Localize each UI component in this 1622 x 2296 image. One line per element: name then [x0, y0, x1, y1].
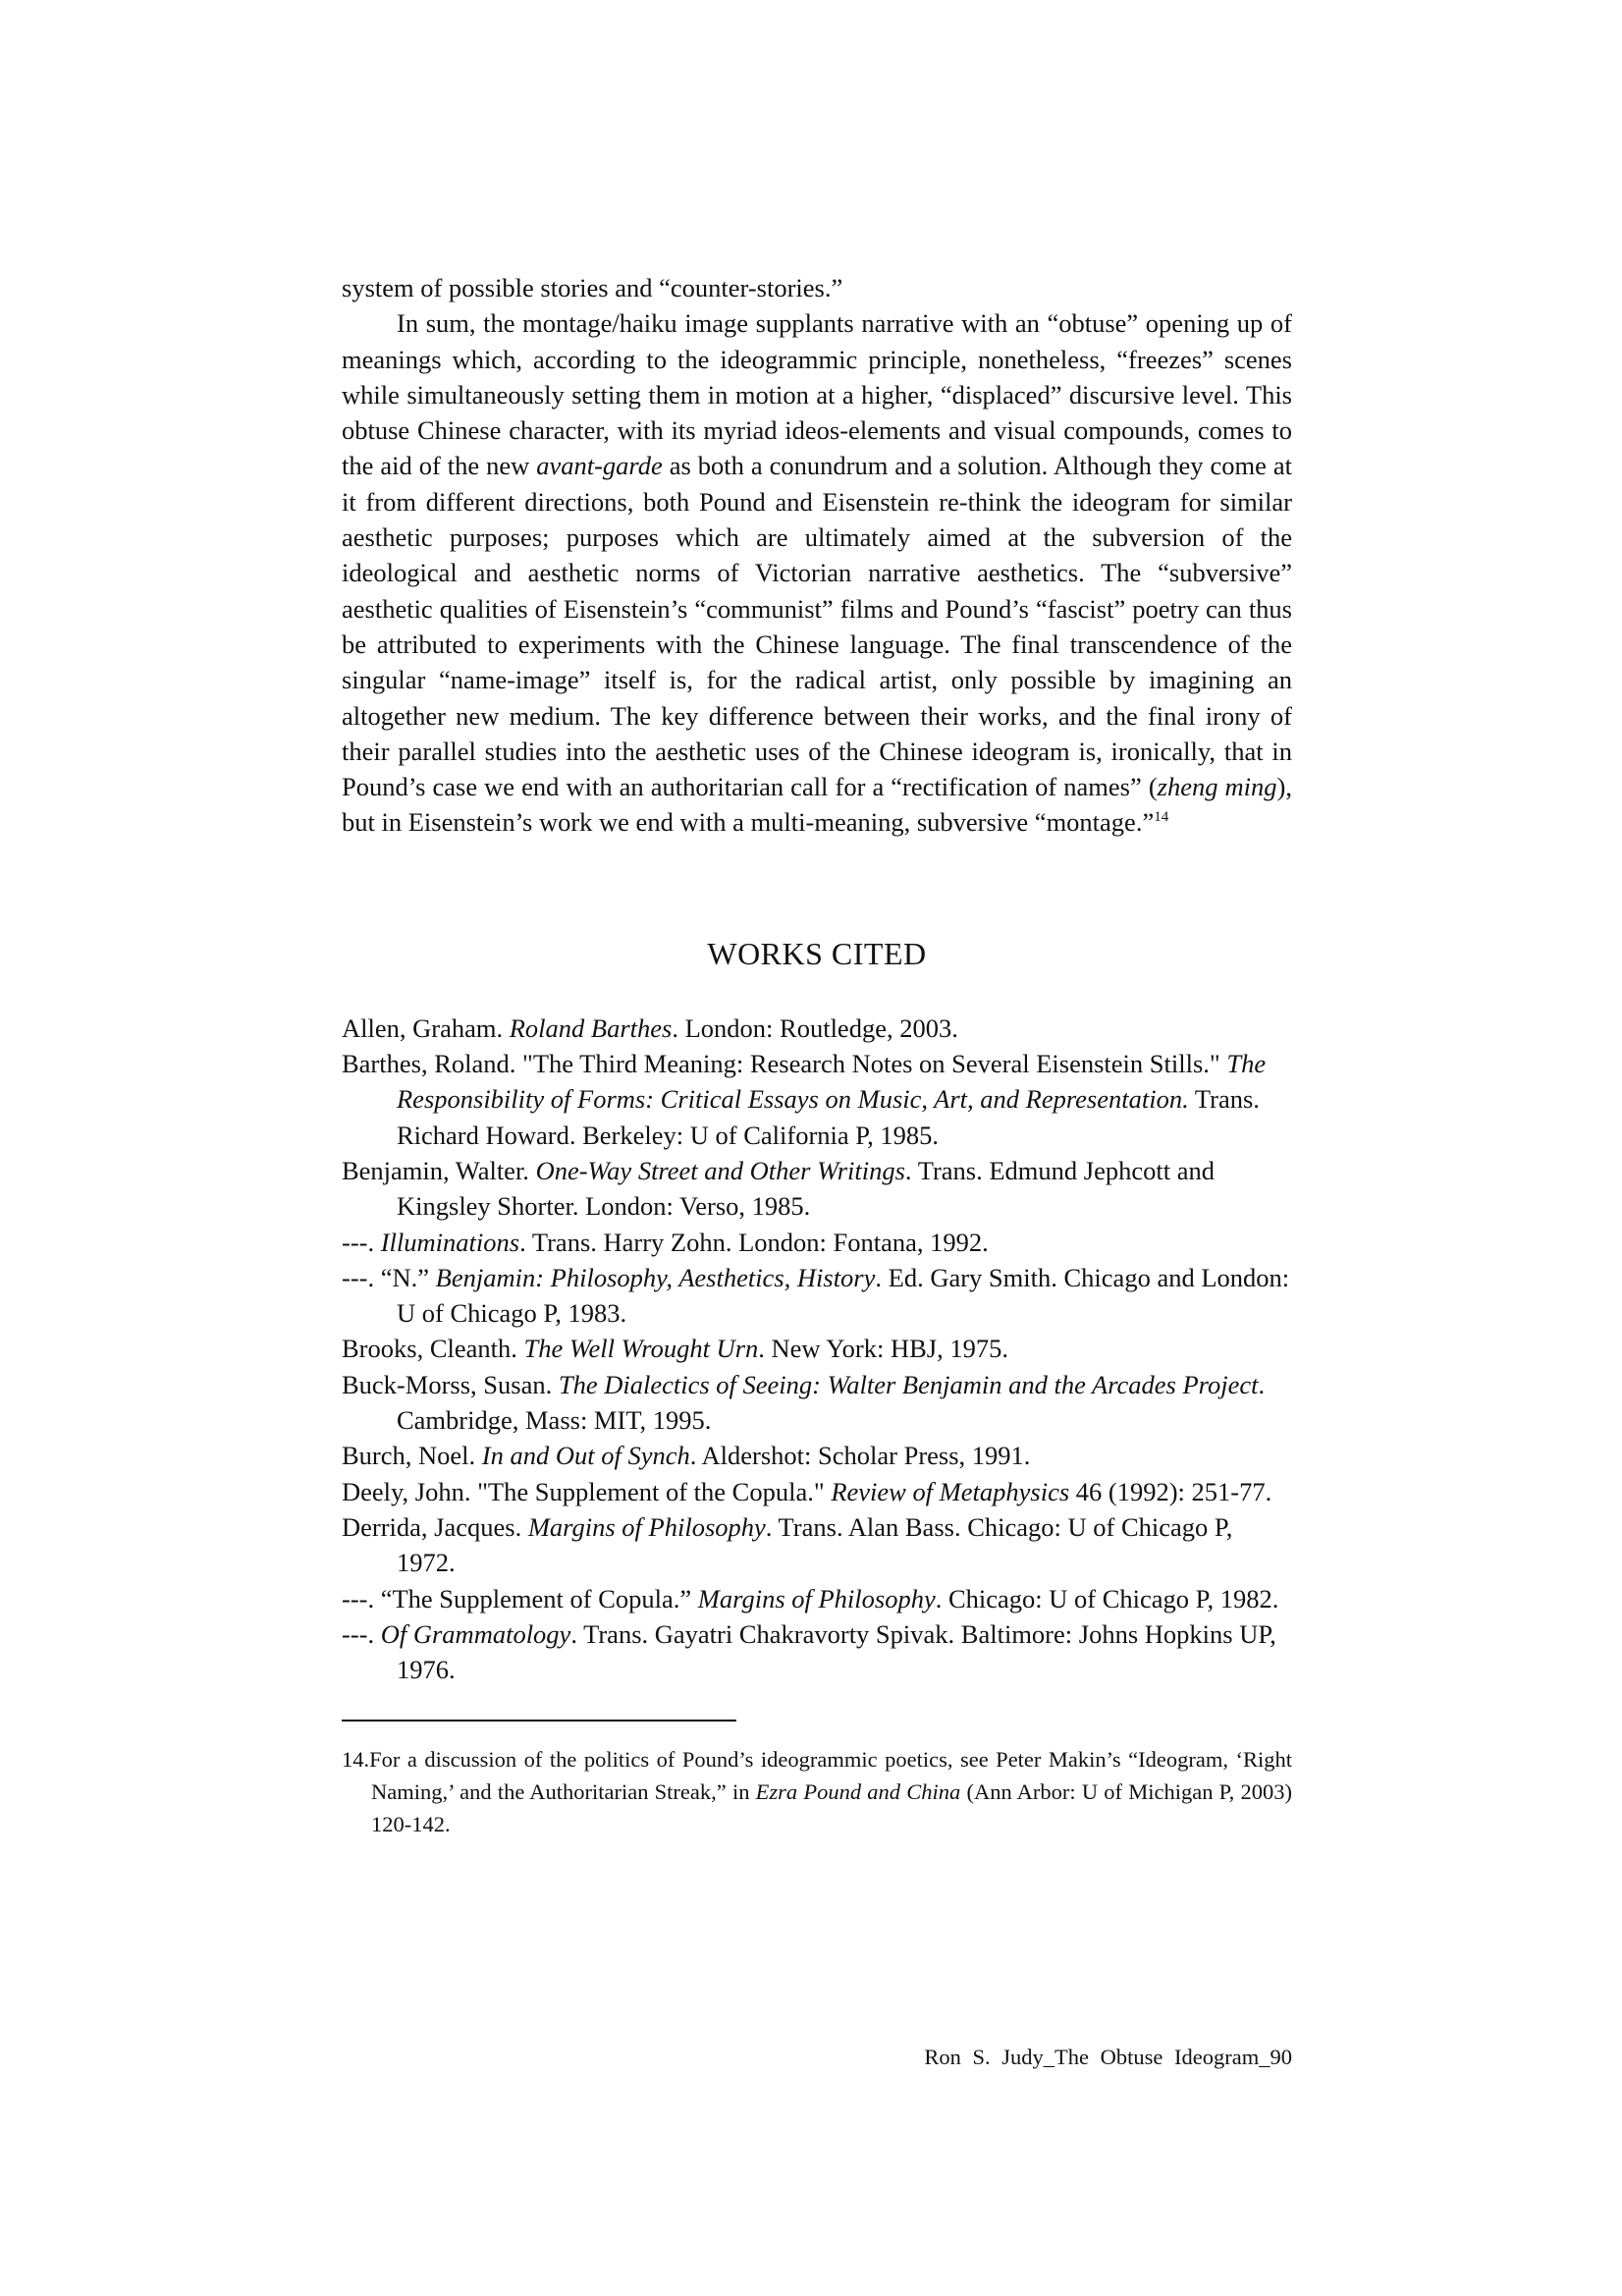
citation-title: Review of Metaphysics — [831, 1476, 1070, 1506]
citation-entry — [342, 1260, 1292, 1332]
citation-entry — [342, 1153, 1292, 1225]
citation-details: . Trans. Alan Bass. Chicago: U of Chicago P, 1972. — [397, 1511, 1233, 1578]
footnote-text-2: (Ann Arbor: U of Michigan P, 2003) 120-142. — [371, 1779, 1292, 1837]
citation-title: Margins of Philosophy — [697, 1583, 936, 1613]
citation-details: . New York: HBJ, 1975. — [758, 1334, 1008, 1364]
footnote — [342, 1743, 1292, 1840]
footnote-reference[interactable]: 14 — [1154, 809, 1169, 826]
citation-entry — [342, 1509, 1292, 1581]
paragraph-italic-1: avant-garde — [536, 451, 663, 481]
citation-details: . Trans. Edmund Jephcott and Kingsley Shorter. London: Verso, 1985. — [397, 1155, 1215, 1222]
citation-details: 46 (1992): 251-77. — [1069, 1476, 1272, 1506]
citation-entry — [342, 1331, 1292, 1366]
citation-entry — [342, 1616, 1292, 1688]
running-footer: Ron S. Judy_The Obtuse Ideogram_90 — [924, 2045, 1292, 2069]
citation-title: The Responsibility of Forms: Critical Essays on Music, Art, and Representation. — [397, 1049, 1267, 1115]
paragraph-main — [342, 305, 1292, 840]
citation-entry — [342, 1581, 1292, 1616]
citation-author: Deely, John. "The Supplement of the Copula." — [342, 1476, 832, 1506]
citation-title: In and Out of Synch — [481, 1441, 690, 1471]
page-content — [342, 270, 1292, 1840]
citation-title: Of Grammatology — [380, 1618, 571, 1649]
citation-author: ---. — [342, 1618, 381, 1649]
citation-author: Barthes, Roland. "The Third Meaning: Research Notes on Several Eisenstein Stills." — [342, 1049, 1227, 1079]
citation-title: Margins of Philosophy — [527, 1511, 766, 1542]
citation-details: . London: Routledge, 2003. — [672, 1012, 958, 1043]
citation-author: ---. — [342, 1227, 381, 1257]
paragraph-text-2: as both a conundrum and a solution. Although they come at it from different directions, both Pound and Eisenstein re-think the ideogram for similar aesthetic purposes; purposes which are ultimately aimed at the subversion of the ideological and aesthetic norms of Victorian narrative aesthetics. The “subversive” aesthetic qualities of Eisenstein’s “communist” films and Pound’s “fascist” poetry can thus be attributed to experiments with the Chinese language. The final transcendence of the singular “name-image” itself is, for the radical artist, only possible by imagining an altogether new medium. The key difference between their works, and the final irony of their parallel studies into the aesthetic uses of the Chinese ideogram is, ironically, that in Pound’s case we end with an authoritarian call for a “rectification of names” ( — [342, 451, 1292, 802]
paragraph-continuation: system of possible stories and “counter-stories.” — [342, 273, 843, 302]
citation-title: Benjamin: Philosophy, Aesthetics, History — [435, 1262, 876, 1292]
citation-author: Benjamin, Walter. — [342, 1155, 536, 1185]
citation-title: One-Way Street and Other Writings — [535, 1155, 905, 1185]
citation-entry — [342, 1438, 1292, 1473]
citation-author: Allen, Graham. — [342, 1012, 510, 1043]
works-cited-heading: WORKS CITED — [707, 935, 927, 971]
paragraph-text-1: In sum, the montage/haiku image supplants narrative with an “obtuse” opening up of meanings which, according to the ideogrammic principle, nonetheless, “freezes” scenes while simultaneously setting them in motion at a higher, “displaced” discursive level. This obtuse Chinese character, with its myriad ideos-elements and visual compounds, comes to the aid of the new — [342, 308, 1292, 481]
citation-details: . Trans. Gayatri Chakravorty Spivak. Baltimore: Johns Hopkins UP, 1976. — [397, 1618, 1276, 1685]
body-text — [342, 270, 1292, 841]
footnote-italic: Ezra Pound and China — [755, 1779, 961, 1805]
citation-entry — [342, 1367, 1292, 1439]
citation-title: The Dialectics of Seeing: Walter Benjamin and the Arcades Project — [558, 1369, 1259, 1399]
footnote-divider — [342, 1720, 736, 1722]
citation-details: . Cambridge, Mass: MIT, 1995. — [397, 1369, 1266, 1436]
citation-author: Burch, Noel. — [342, 1441, 482, 1471]
citation-title: Illuminations — [380, 1227, 520, 1257]
citation-author: Derrida, Jacques. — [342, 1511, 528, 1542]
citation-author: Buck-Morss, Susan. — [342, 1369, 559, 1399]
paragraph-text-3: ), but in Eisenstein’s work we end with a multi-meaning, subversive “montage.” — [342, 772, 1292, 838]
citation-details: . Ed. Gary Smith. Chicago and London: U of Chicago P, 1983. — [397, 1262, 1290, 1329]
citation-details: Trans. Richard Howard. Berkeley: U of California P, 1985. — [397, 1084, 1260, 1150]
footnote-text-1: For a discussion of the politics of Pound’s ideogrammic poetics, see Peter Makin’s “Ideogram, ‘Right Naming,’ and the Authoritarian Streak,” in — [369, 1747, 1292, 1805]
citation-entry — [342, 1474, 1292, 1509]
paragraph-italic-2: zheng ming — [1157, 772, 1277, 802]
citation-entry — [342, 1225, 1292, 1260]
citation-details: . Chicago: U of Chicago P, 1982. — [935, 1583, 1279, 1613]
citation-author: ---. “The Supplement of Copula.” — [342, 1583, 698, 1613]
works-cited-list — [342, 1011, 1292, 1688]
citation-entry — [342, 1011, 1292, 1046]
citation-details: . Trans. Harry Zohn. London: Fontana, 1992. — [519, 1227, 989, 1257]
citation-details: . Aldershot: Scholar Press, 1991. — [689, 1441, 1031, 1471]
citation-title: The Well Wrought Urn — [523, 1334, 759, 1364]
citation-entry — [342, 1046, 1292, 1153]
citation-author: Brooks, Cleanth. — [342, 1334, 524, 1364]
footnote-number: 14. — [342, 1747, 370, 1773]
citation-author: ---. “N.” — [342, 1262, 436, 1292]
citation-title: Roland Barthes — [509, 1012, 673, 1043]
